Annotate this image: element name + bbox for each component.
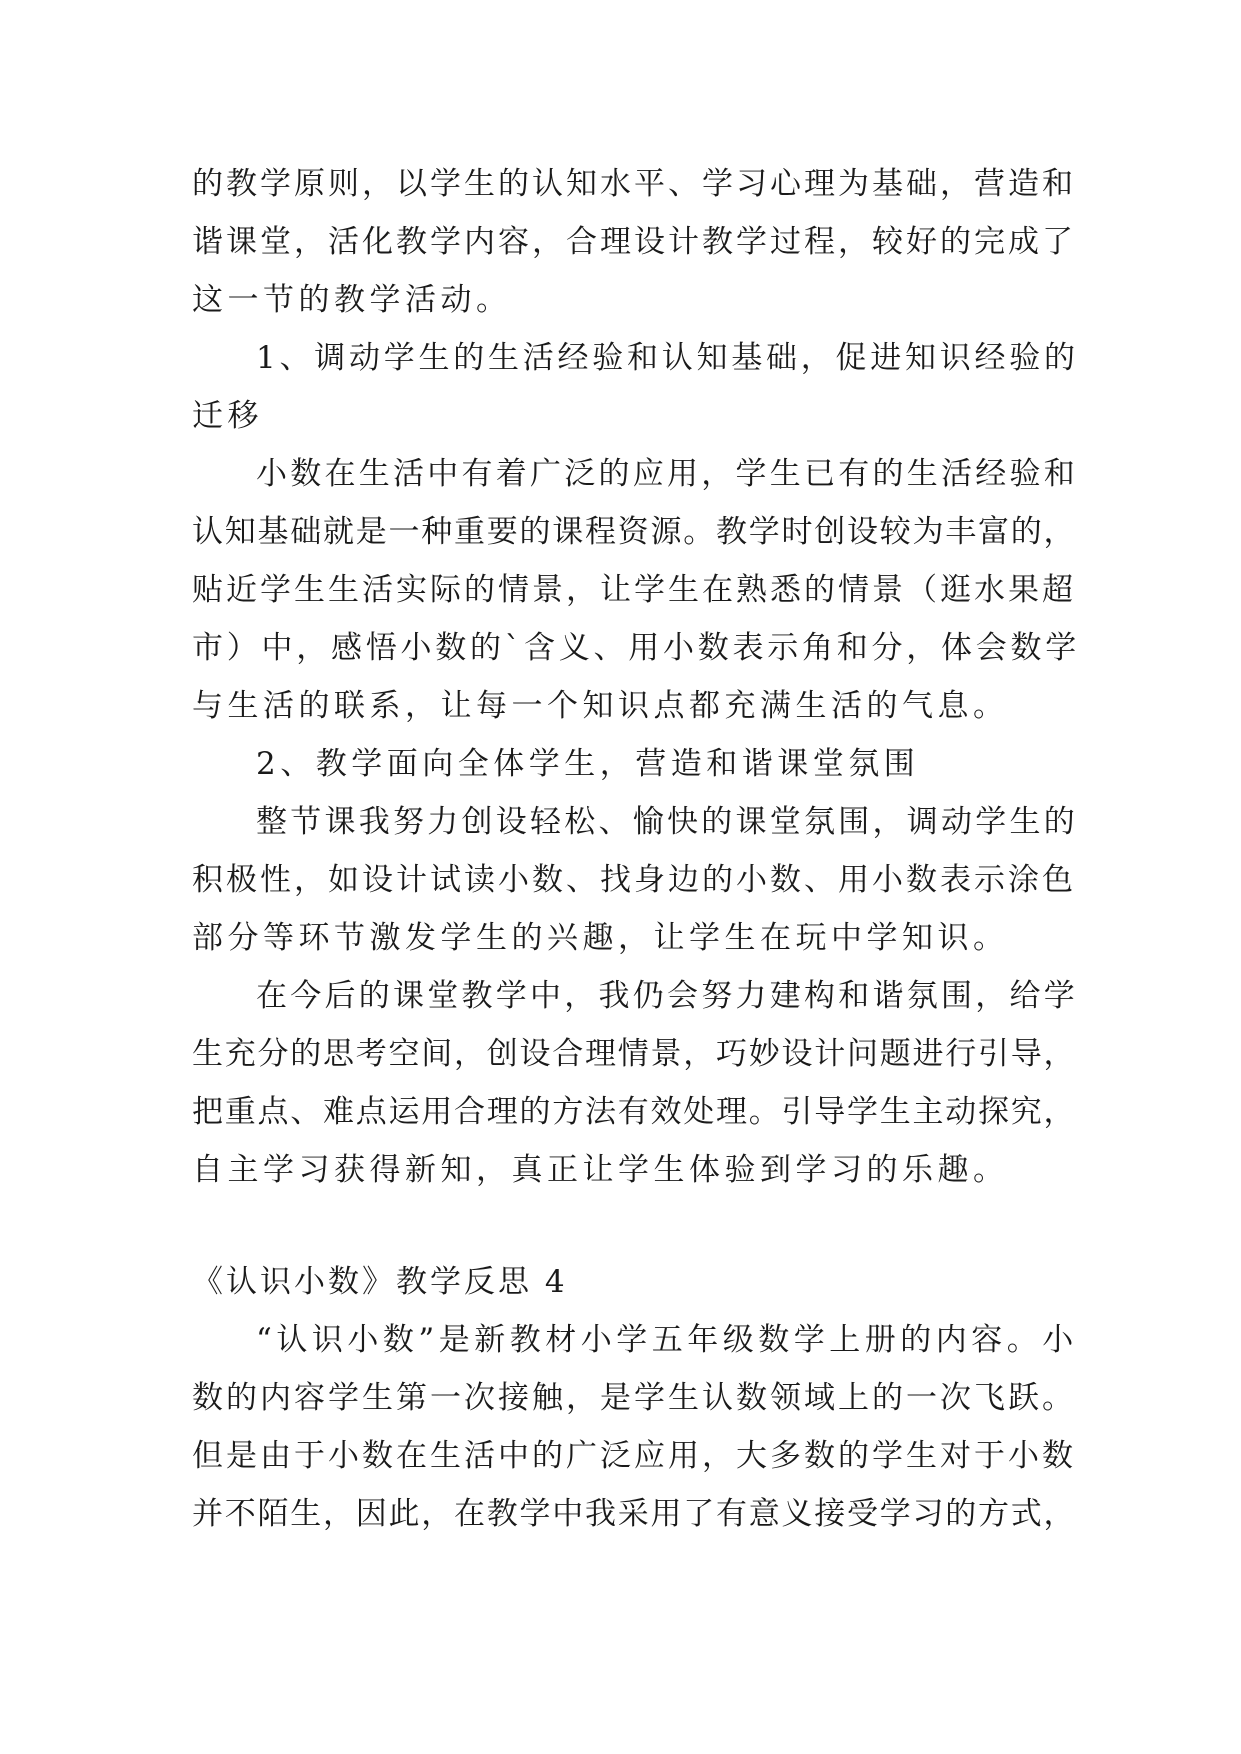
paragraph-line: 认知基础就是一种重要的课程资源。教学时创设较为丰富的，	[192, 514, 1077, 550]
section-heading-1: 1、调动学生的生活经验和认知基础，促进知识经验的	[256, 340, 1079, 376]
article-title: 《认识小数》教学反思 4	[192, 1264, 568, 1300]
paragraph-line: “认识小数”是新教材小学五年级数学上册的内容。小	[256, 1322, 1078, 1358]
paragraph-line: 但是由于小数在生活中的广泛应用，大多数的学生对于小数	[192, 1438, 1076, 1474]
paragraph-line: 整节课我努力创设轻松、愉快的课堂氛围，调动学生的	[256, 804, 1078, 840]
section-heading-2: 2、教学面向全体学生，营造和谐课堂氛围	[256, 746, 920, 782]
paragraph-line: 与生活的联系，让每一个知识点都充满生活的气息。	[192, 688, 1009, 724]
paragraph-line: 在今后的课堂教学中，我仍会努力建构和谐氛围，给学	[256, 978, 1078, 1014]
paragraph-line: 小数在生活中有着广泛的应用，学生已有的生活经验和	[256, 456, 1078, 492]
paragraph-line: 这一节的教学活动。	[192, 282, 512, 318]
paragraph-line: 谐课堂，活化教学内容，合理设计教学过程，较好的完成了	[192, 224, 1076, 260]
paragraph-line: 生充分的思考空间，创设合理情景，巧妙设计问题进行引导，	[192, 1036, 1077, 1072]
paragraph-line: 自主学习获得新知，真正让学生体验到学习的乐趣。	[192, 1152, 1009, 1188]
paragraph-line: 积极性，如设计试读小数、找身边的小数、用小数表示涂色	[192, 862, 1076, 898]
paragraph-line: 部分等环节激发学生的兴趣，让学生在玩中学知识。	[192, 920, 1009, 956]
paragraph-line: 贴近学生生活实际的情景，让学生在熟悉的情景（逛水果超	[192, 572, 1076, 608]
paragraph-line: 的教学原则，以学生的认知水平、学习心理为基础，营造和	[192, 166, 1076, 202]
paragraph-line: 并不陌生，因此，在教学中我采用了有意义接受学习的方式，	[192, 1496, 1077, 1532]
paragraph-line: 把重点、难点运用合理的方法有效处理。引导学生主动探究，	[192, 1094, 1077, 1130]
paragraph-line: 数的内容学生第一次接触，是学生认数领域上的一次飞跃。	[192, 1380, 1076, 1416]
section-heading-1-cont: 迁移	[192, 398, 263, 434]
paragraph-line: 市）中，感悟小数的`含义、用小数表示角和分，体会数学	[192, 630, 1080, 666]
